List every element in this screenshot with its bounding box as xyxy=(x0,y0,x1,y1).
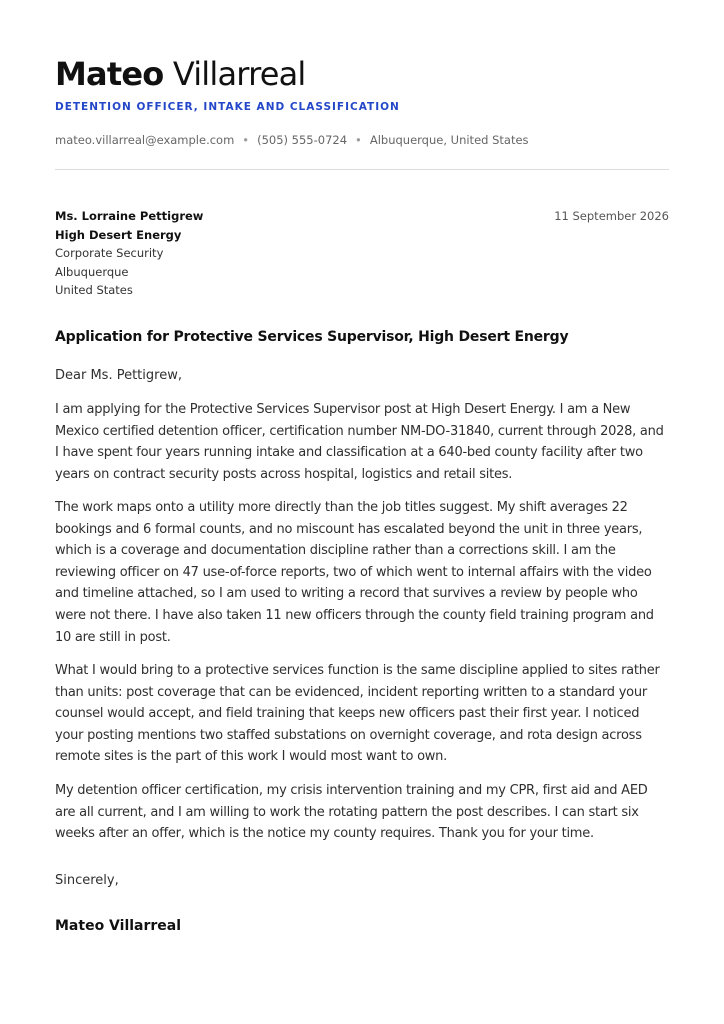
body-paragraph: My detention officer certification, my crisis intervention training and my CPR, first aid and AED are all current, and I am willing to work the rotating pattern the post describes. I can start six weeks after an offer, which is the notice my county requires. Thank you for your time. xyxy=(55,783,648,842)
recipient-block xyxy=(55,207,203,300)
phone-number[interactable]: (505) 555-0724 xyxy=(257,133,348,147)
recipient-company: High Desert Energy xyxy=(55,227,182,242)
salutation: Dear Ms. Pettigrew, xyxy=(55,368,182,383)
contact-line xyxy=(55,133,529,147)
separator-dot: • xyxy=(355,133,362,147)
recipient-country: United States xyxy=(55,283,133,298)
applicant-last-name: Villarreal xyxy=(172,55,306,93)
header-divider xyxy=(55,169,669,170)
body-paragraph: What I would bring to a protective services function is the same discipline applied to sites rather than units: post coverage that can be evidenced, incident reporting written to a standard your counsel would accept, and field training that keeps new officers past their first year. I noticed your posting mentions two staffed substations on overnight coverage, and rota design across remote sites is the part of this work I would most want to own. xyxy=(55,663,660,765)
closing: Sincerely, xyxy=(55,873,119,888)
letter-date: 11 September 2026 xyxy=(554,209,669,223)
location-text: Albuquerque, United States xyxy=(369,133,529,147)
recipient-department: Corporate Security xyxy=(55,246,164,261)
separator-dot: • xyxy=(242,133,250,147)
signature: Mateo Villarreal xyxy=(55,918,182,934)
body-paragraph: The work maps onto a utility more directly than the job titles suggest. My shift averages 22 bookings and 6 formal counts, and no miscount has escalated beyond the unit in three years, which is a coverage and documentation discipline rather than a corrections skill. I am the reviewing officer on 47 use-of-force reports, two of which went to internal affairs with the video and timeline attached, so I am used to writing a record that survives a review by people who were not there. I have also taken 11 new officers through the county field training program and 10 are still in post. xyxy=(55,500,654,645)
body-paragraph: I am applying for the Protective Services Supervisor post at High Desert Energy. I am a New Mexico certified detention officer, certification number NM-DO-31840, current through 2028, and I have spent four years running intake and classification at a 640-bed county facility after two years on contract security posts across hospital, logistics and retail sites. xyxy=(55,402,664,482)
applicant-first-name: Mateo xyxy=(55,55,164,93)
recipient-name: Ms. Lorraine Pettigrew xyxy=(55,209,204,223)
applicant-job-title: DETENTION OFFICER, INTAKE AND CLASSIFICATION xyxy=(55,101,400,113)
applicant-name xyxy=(55,54,306,94)
email-link[interactable]: mateo.villarreal@example.com xyxy=(55,133,235,147)
recipient-city: Albuquerque xyxy=(55,264,129,279)
letter-subject: Application for Protective Services Supervisor, High Desert Energy xyxy=(55,329,569,345)
